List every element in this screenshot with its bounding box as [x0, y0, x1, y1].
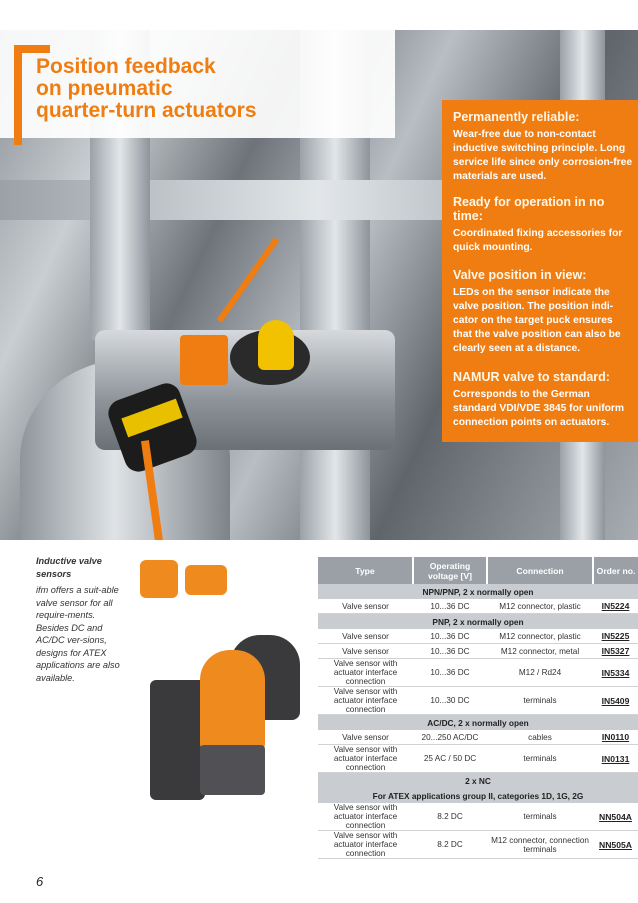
side-note-text: ifm offers a suit-able valve sensor for all require-ments. Besides DC and AC/DC ver-sions, designs for ATEX applications are also available.	[36, 585, 120, 683]
cell-voltage: 10...36 DC	[413, 659, 487, 687]
table-row	[318, 745, 638, 773]
cell-order-link[interactable]: IN0131	[593, 745, 638, 773]
cell-connection: M12 connector, connection terminals	[487, 831, 593, 859]
cell-type: Valve sensor with actuator interface connection	[318, 659, 413, 687]
cell-type: Valve sensor with actuator interface connection	[318, 745, 413, 773]
cell-connection: M12 / Rd24	[487, 659, 593, 687]
title-line-2: on pneumatic	[36, 77, 173, 100]
feature-reliable	[453, 110, 633, 184]
cell-connection: M12 connector, plastic	[487, 629, 593, 644]
group-header: NPN/PNP, 2 x normally open	[318, 584, 638, 599]
cell-voltage: 8.2 DC	[413, 831, 487, 859]
feature-text: Corresponds to the German standard VDI/VDE 3845 for uniform connection points on actuators.	[453, 389, 625, 428]
group-header: AC/DC, 2 x normally open	[318, 715, 638, 731]
cell-order-link[interactable]: NN504A	[593, 803, 638, 831]
cell-connection: cables	[487, 730, 593, 745]
col-order: Order no.	[593, 557, 638, 584]
cell-connection: terminals	[487, 687, 593, 715]
cell-order-link[interactable]: IN5225	[593, 629, 638, 644]
title-line-3: quarter-turn actuators	[36, 99, 257, 122]
cell-voltage: 10...30 DC	[413, 687, 487, 715]
accent-bar	[14, 45, 22, 145]
cell-order-link[interactable]: IN5334	[593, 659, 638, 687]
page-title	[36, 56, 257, 122]
table-row	[318, 687, 638, 715]
cell-connection: terminals	[487, 803, 593, 831]
title-line-1: Position feedback	[36, 55, 216, 78]
cell-order-link[interactable]: IN5224	[593, 599, 638, 614]
cell-voltage: 10...36 DC	[413, 644, 487, 659]
cell-order-link[interactable]: IN5327	[593, 644, 638, 659]
cell-type: Valve sensor	[318, 629, 413, 644]
table-row	[318, 831, 638, 859]
cell-type: Valve sensor	[318, 599, 413, 614]
table-row	[318, 599, 638, 614]
feature-text: LEDs on the sensor indicate the valve position. The position indi-cator on the target puck ensures that the valve position can also be clearly seen at a distance.	[453, 287, 621, 354]
col-connection: Connection	[487, 557, 593, 584]
cell-order-link[interactable]: IN5409	[593, 687, 638, 715]
table-row	[318, 803, 638, 831]
page-number: 6	[36, 874, 44, 889]
feature-heading: Permanently reliable:	[453, 110, 580, 124]
side-note-heading: Inductive valve sensors	[36, 556, 102, 579]
cell-voltage: 8.2 DC	[413, 803, 487, 831]
product-table	[318, 557, 638, 859]
group-header: PNP, 2 x normally open	[318, 614, 638, 630]
feature-ready	[453, 195, 633, 255]
group-header: 2 x NC	[318, 773, 638, 789]
feature-heading: Ready for operation in no time:	[453, 195, 605, 223]
side-note	[36, 555, 126, 688]
product-image-connector	[200, 745, 265, 795]
accent-bar-top	[14, 45, 50, 53]
table-row	[318, 659, 638, 687]
cell-type: Valve sensor	[318, 730, 413, 745]
col-type: Type	[318, 557, 413, 584]
group-subheader: For ATEX applications group II, categories 1D, 1G, 2G	[318, 788, 638, 803]
feature-valve-position	[453, 268, 633, 356]
product-image-sensor-rect	[185, 565, 227, 595]
cell-order-link[interactable]: IN0110	[593, 730, 638, 745]
table-row	[318, 629, 638, 644]
cell-connection: terminals	[487, 745, 593, 773]
table-row	[318, 644, 638, 659]
cell-voltage: 10...36 DC	[413, 629, 487, 644]
feature-text: Wear-free due to non-contact inductive switching principle. Long service life since only corrosion-free materials are used.	[453, 129, 633, 182]
cell-voltage: 25 AC / 50 DC	[413, 745, 487, 773]
col-voltage: Operating voltage [V]	[413, 557, 487, 584]
feature-heading: Valve position in view:	[453, 268, 587, 282]
cell-connection: M12 connector, metal	[487, 644, 593, 659]
cell-voltage: 20...250 AC/DC	[413, 730, 487, 745]
cell-type: Valve sensor with actuator interface connection	[318, 803, 413, 831]
feature-heading: NAMUR valve to standard:	[453, 370, 610, 384]
feature-namur	[453, 370, 633, 430]
cell-type: Valve sensor with actuator interface connection	[318, 687, 413, 715]
cell-type: Valve sensor	[318, 644, 413, 659]
table-row	[318, 730, 638, 745]
product-image-sensor-large	[200, 650, 265, 750]
cell-voltage: 10...36 DC	[413, 599, 487, 614]
product-image-sensor-small	[140, 560, 178, 598]
product-image-base	[150, 680, 205, 800]
cell-type: Valve sensor with actuator interface connection	[318, 831, 413, 859]
feature-text: Coordinated fixing accessories for quick mounting.	[453, 228, 623, 253]
cell-connection: M12 connector, plastic	[487, 599, 593, 614]
cell-order-link[interactable]: NN505A	[593, 831, 638, 859]
